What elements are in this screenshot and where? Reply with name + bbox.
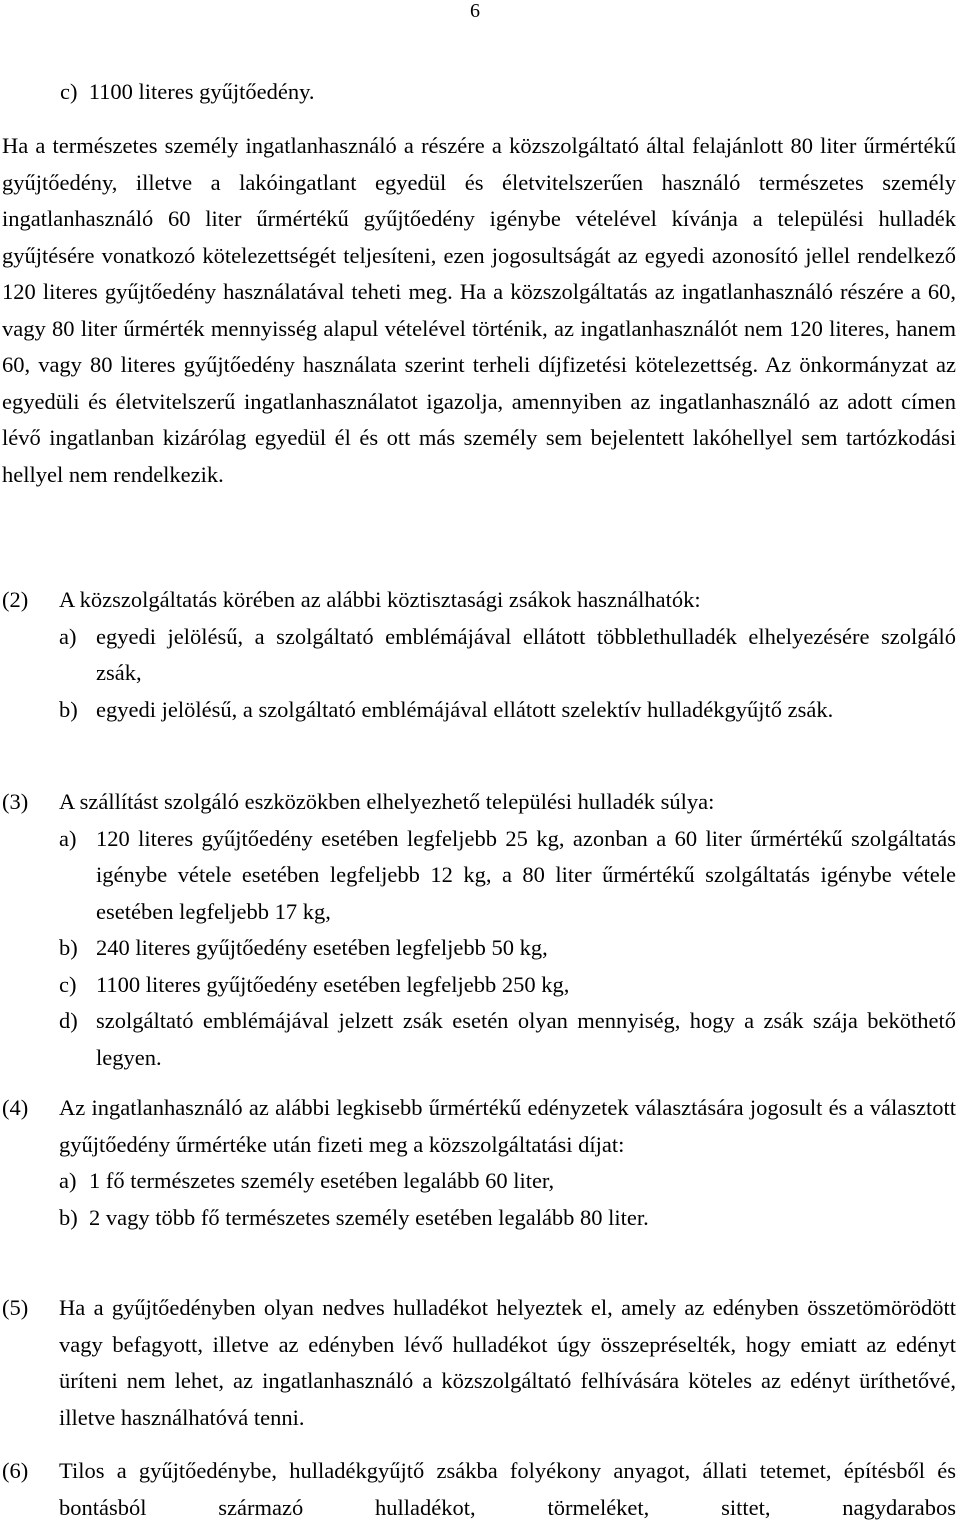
list-item-label: a) <box>59 825 77 851</box>
section-number: (2) <box>2 587 29 612</box>
list-item-text: 2 vagy több fő természetes személy esetében legalább 80 liter. <box>89 1204 649 1230</box>
list-item-label: b) <box>59 1204 78 1230</box>
section-number: (3) <box>2 789 29 814</box>
list-item-text: egyedi jelölésű, a szolgáltató emblémájával ellátott többlethulladék elhelyezésére szolgáló zsák, <box>96 623 956 685</box>
section-3 <box>2 784 956 1076</box>
section-5 <box>2 1290 956 1436</box>
section-number: (6) <box>2 1458 29 1483</box>
list-item-text: 120 literes gyűjtőedény esetében legfeljebb 25 kg, azonban a 60 liter űrmértékű szolgáltatás igénybe vétele esetében legfeljebb 12 kg, a 80 liter űrmértékű szolgáltatás igénybe vétele esetében legfeljebb 17 kg, <box>96 825 956 924</box>
list-item <box>59 930 956 967</box>
list-item <box>59 821 956 931</box>
intro-list-item: c) 1100 literes gyűjtőedény. <box>60 79 315 104</box>
list-item <box>59 1003 956 1076</box>
list-item-label: d) <box>59 1008 78 1033</box>
section-text: A közszolgáltatás körében az alábbi köztisztasági zsákok használhatók: <box>59 587 701 612</box>
list-item <box>59 1200 956 1237</box>
section-number: (5) <box>2 1295 29 1320</box>
section-6 <box>2 1453 956 1526</box>
section-4 <box>2 1090 956 1236</box>
list-item-label: b) <box>59 696 78 722</box>
list-item <box>59 692 956 729</box>
section-text: A szállítást szolgáló eszközökben elhelyezhető települési hulladék súlya: <box>59 789 715 814</box>
section-text: Tilos a gyűjtőedénybe, hulladékgyűjtő zsákba folyékony anyagot, állati tetemet, építésből és bontásból származó hulladékot, törmeléket, sittet, nagydarabos <box>59 1458 956 1520</box>
list-item-text: szolgáltató emblémájával jelzett zsák esetén olyan mennyiség, hogy a zsák szája beköthető legyen. <box>96 1008 956 1070</box>
list-item-label: a) <box>59 623 77 649</box>
list-item-text: egyedi jelölésű, a szolgáltató emblémájával ellátott szelektív hulladékgyűjtő zsák. <box>96 696 834 722</box>
section-text: Ha a gyűjtőedényben olyan nedves hulladékot helyeztek el, amely az edényben összetömörödött vagy befagyott, illetve az edényben lévő hulladékot úgy összepréselték, hogy emiatt az edényt üríteni nem lehet, az ingatlanhasználó a közszolgáltató felhívására köteles az edényt üríthetővé, illetve használhatóvá tenni. <box>59 1295 956 1430</box>
list-item <box>59 1163 956 1200</box>
section-number: (4) <box>2 1095 29 1120</box>
list-item-text: 1100 literes gyűjtőedény esetében legfeljebb 250 kg, <box>96 971 570 997</box>
section-text: Az ingatlanhasználó az alábbi legkisebb űrmértékű edényzetek választására jogosult és a választott gyűjtőedény űrmértéke után fizeti meg a közszolgáltatási díjat: <box>59 1095 956 1157</box>
page-number: 6 <box>470 0 480 22</box>
section-2 <box>2 582 956 728</box>
list-item-text: 1 fő természetes személy esetében legalább 60 liter, <box>89 1168 555 1193</box>
list-item <box>59 619 956 692</box>
list-item-label: b) <box>59 935 78 960</box>
list-item-label: a) <box>59 1168 77 1193</box>
paragraph-1: Ha a természetes személy ingatlanhasználó a részére a közszolgáltató által felajánlott 80 liter űrmértékű gyűjtőedény, illetve a lakóingatlant egyedül és életvitelszerűen használó természetes személy ingatlanhasználó 60 liter űrmértékű gyűjtőedény igénybe vételével kívánja a települési hulladék gyűjtésére vonatkozó kötelezettségét teljesíteni, ezen jogosultságát az egyedi azonosító jellel rendelkező 120 literes gyűjtőedény használatával teheti meg. Ha a közszolgáltatás az ingatlanhasználó részére a 60, vagy 80 liter űrmérték mennyisség alapul vételével történik, az ingatlanhasználót nem 120 literes, hanem 60, vagy 80 literes gyűjtőedény használata szerint terheli díjfizetési kötelezettség. Az önkormányzat az egyedüli és életvitelszerű ingatlanhasználatot igazolja, amennyiben az ingatlanhasználó az adott címen lévő ingatlanban kizárólag egyedül él és ott más személy sem bejelentett lakóhellyel sem tartózkodási hellyel nem rendelkezik. <box>2 133 956 487</box>
list-item-label: c) <box>59 971 77 997</box>
list-item <box>59 967 956 1004</box>
list-item-text: 240 literes gyűjtőedény esetében legfeljebb 50 kg, <box>96 935 548 960</box>
